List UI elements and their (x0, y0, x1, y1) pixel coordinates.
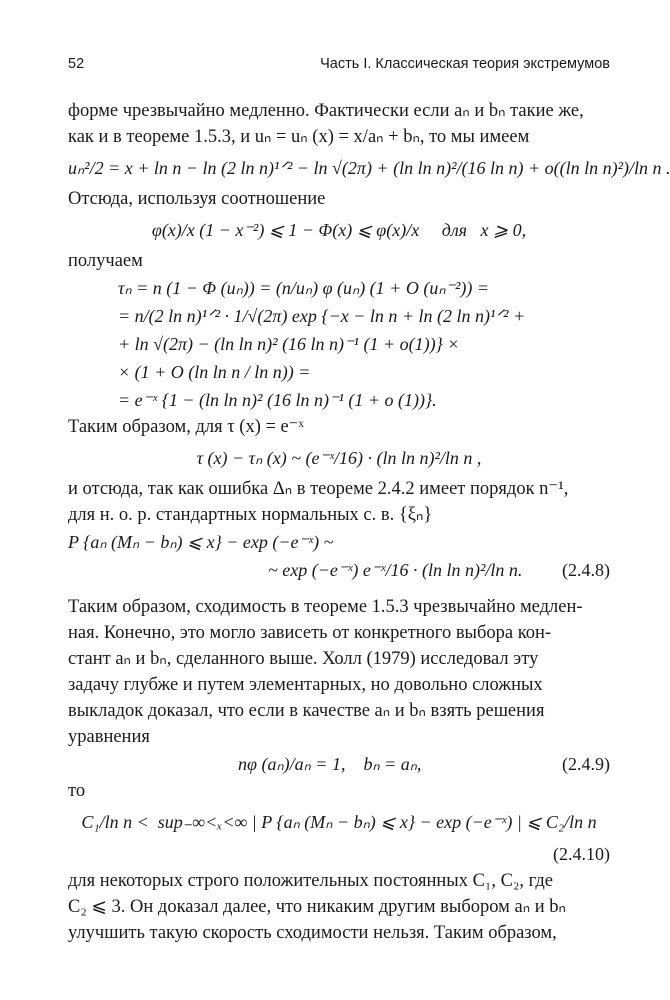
equation-2-4-8-line-2 (68, 556, 610, 584)
equation-number-2-4-9: (2.4.9) (562, 754, 610, 774)
equation-2-4-9 (68, 750, 610, 778)
paragraph-5: и отсюда, так как ошибка Δₙ в теореме 2.4.2 имеет порядок n⁻¹, для н. о. р. стандартных нормальных с. в. {ξₙ} (68, 479, 569, 525)
equation-2-4-10: C₁/ln n < sup₋∞<ₓ<∞ | P {aₙ (Mₙ − bₙ) ⩽ x} − exp (−e⁻ˣ) | ⩽ C₂/ln n (81, 812, 597, 832)
paragraph-7: то (68, 781, 86, 801)
equation-2-4-9-expression: nφ (aₙ)/aₙ = 1, bₙ = aₙ, (238, 754, 422, 774)
equation-tau-line-5: = e⁻ˣ {1 − (ln ln n)² (16 ln n)⁻¹ (1 + o (1))}. (118, 390, 437, 410)
paragraph-1: форме чрезвычайно медленно. Фактически если aₙ и bₙ такие же, как и в теореме 1.5.3, и uₙ = uₙ (x) = x/aₙ + bₙ, то мы имеем (68, 101, 584, 147)
equation-tau-line-2: = n/(2 ln n)¹ᐟ² · 1/√(2π) exp {−x − ln n + ln (2 ln n)¹ᐟ² + (118, 306, 526, 326)
equation-tau-difference: τ (x) − τₙ (x) ~ (e⁻ˣ/16) · (ln ln n)²/ln n , (196, 448, 482, 468)
paragraph-2: Отсюда, используя соотношение (68, 189, 326, 209)
equation-2-4-8-line-1: P {aₙ (Mₙ − bₙ) ⩽ x} − exp (−e⁻ˣ) ~ (68, 532, 334, 552)
equation-number-2-4-8: (2.4.8) (562, 560, 610, 580)
page-header (68, 56, 610, 72)
paragraph-3: получаем (68, 251, 143, 271)
equation-un-squared: uₙ²/2 = x + ln n − ln (2 ln n)¹ᐟ² − ln √(2π) + (ln ln n)²/(16 ln n) + o((ln ln n)²)/ln n . (68, 158, 670, 178)
running-title: Часть I. Классическая теория экстремумов (320, 56, 610, 72)
equation-number-2-4-10: (2.4.10) (553, 844, 610, 864)
paragraph-4: Таким образом, для τ (x) = e⁻ˣ (68, 417, 304, 437)
equation-tau-line-4: × (1 + O (ln ln n / ln n)) = (118, 362, 311, 382)
equation-mills-ratio: φ(x)/x (1 − x⁻²) ⩽ 1 − Φ(x) ⩽ φ(x)/x для x ⩾ 0, (151, 220, 527, 240)
equation-2-4-8-expression: ~ exp (−e⁻ˣ) e⁻ˣ/16 · (ln ln n)²/ln n. (268, 560, 523, 580)
equation-tau-line-1: τₙ = n (1 − Φ (uₙ)) = (n/uₙ) φ (uₙ) (1 + O (uₙ⁻²)) = (118, 278, 490, 298)
page-number: 52 (68, 56, 85, 72)
paragraph-8: для некоторых строго положительных постоянных C₁, C₂, где C₂ ⩽ 3. Он доказал далее, что никаким другим выбором aₙ и bₙ улучшить такую скорость сходимости нельзя. Таким образом, (68, 871, 566, 943)
equation-tau-line-3: + ln √(2π) − (ln ln n)² (16 ln n)⁻¹ (1 + o(1))} × (118, 334, 460, 354)
paragraph-6: Таким образом, сходимость в теореме 1.5.3 чрезвычайно медлен- ная. Конечно, это могло зависеть от конкретного выбора кон- стант aₙ и bₙ, сделанного выше. Холл (1979) исследовал эту задачу глубже и путем элементарных, но довольно сложных выкладок доказал, что если в качестве aₙ и bₙ взять решения уравнения (68, 597, 583, 747)
